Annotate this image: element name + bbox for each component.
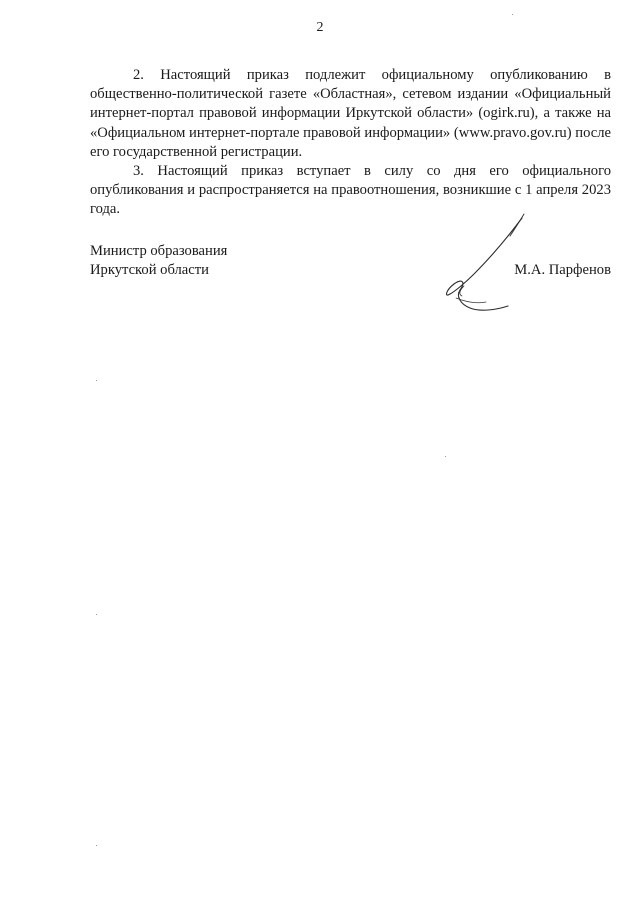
signer-name: М.А. Парфенов xyxy=(514,262,611,278)
scan-speck xyxy=(445,456,446,457)
paragraph-publication: 2. Настоящий приказ подлежит официальному опубликованию в общественно-политической газете «Областная», сетевом издании «Официальный интернет-портал правовой информации Иркутской области» (ogirk.ru), а также на «Официальном интернет-портале правовой информации» (www.pravo.gov.ru) после его государственной регистрации. xyxy=(90,67,611,160)
scan-speck xyxy=(512,14,513,15)
signer-title-line1: Министр образования xyxy=(90,243,228,259)
handwritten-signature xyxy=(430,212,540,317)
signer-title-line2: Иркутской области xyxy=(90,262,209,279)
scan-speck xyxy=(96,614,97,615)
document-body xyxy=(90,66,611,220)
scan-speck xyxy=(96,380,97,381)
signer-title xyxy=(90,242,227,280)
scan-speck xyxy=(96,845,97,846)
page-number: 2 xyxy=(316,20,324,35)
paragraph-effective-date: 3. Настоящий приказ вступает в силу со дня его официального опубликования и распространяется на правоотношения, возникшие с 1 апреля 2023 года. xyxy=(90,163,611,218)
